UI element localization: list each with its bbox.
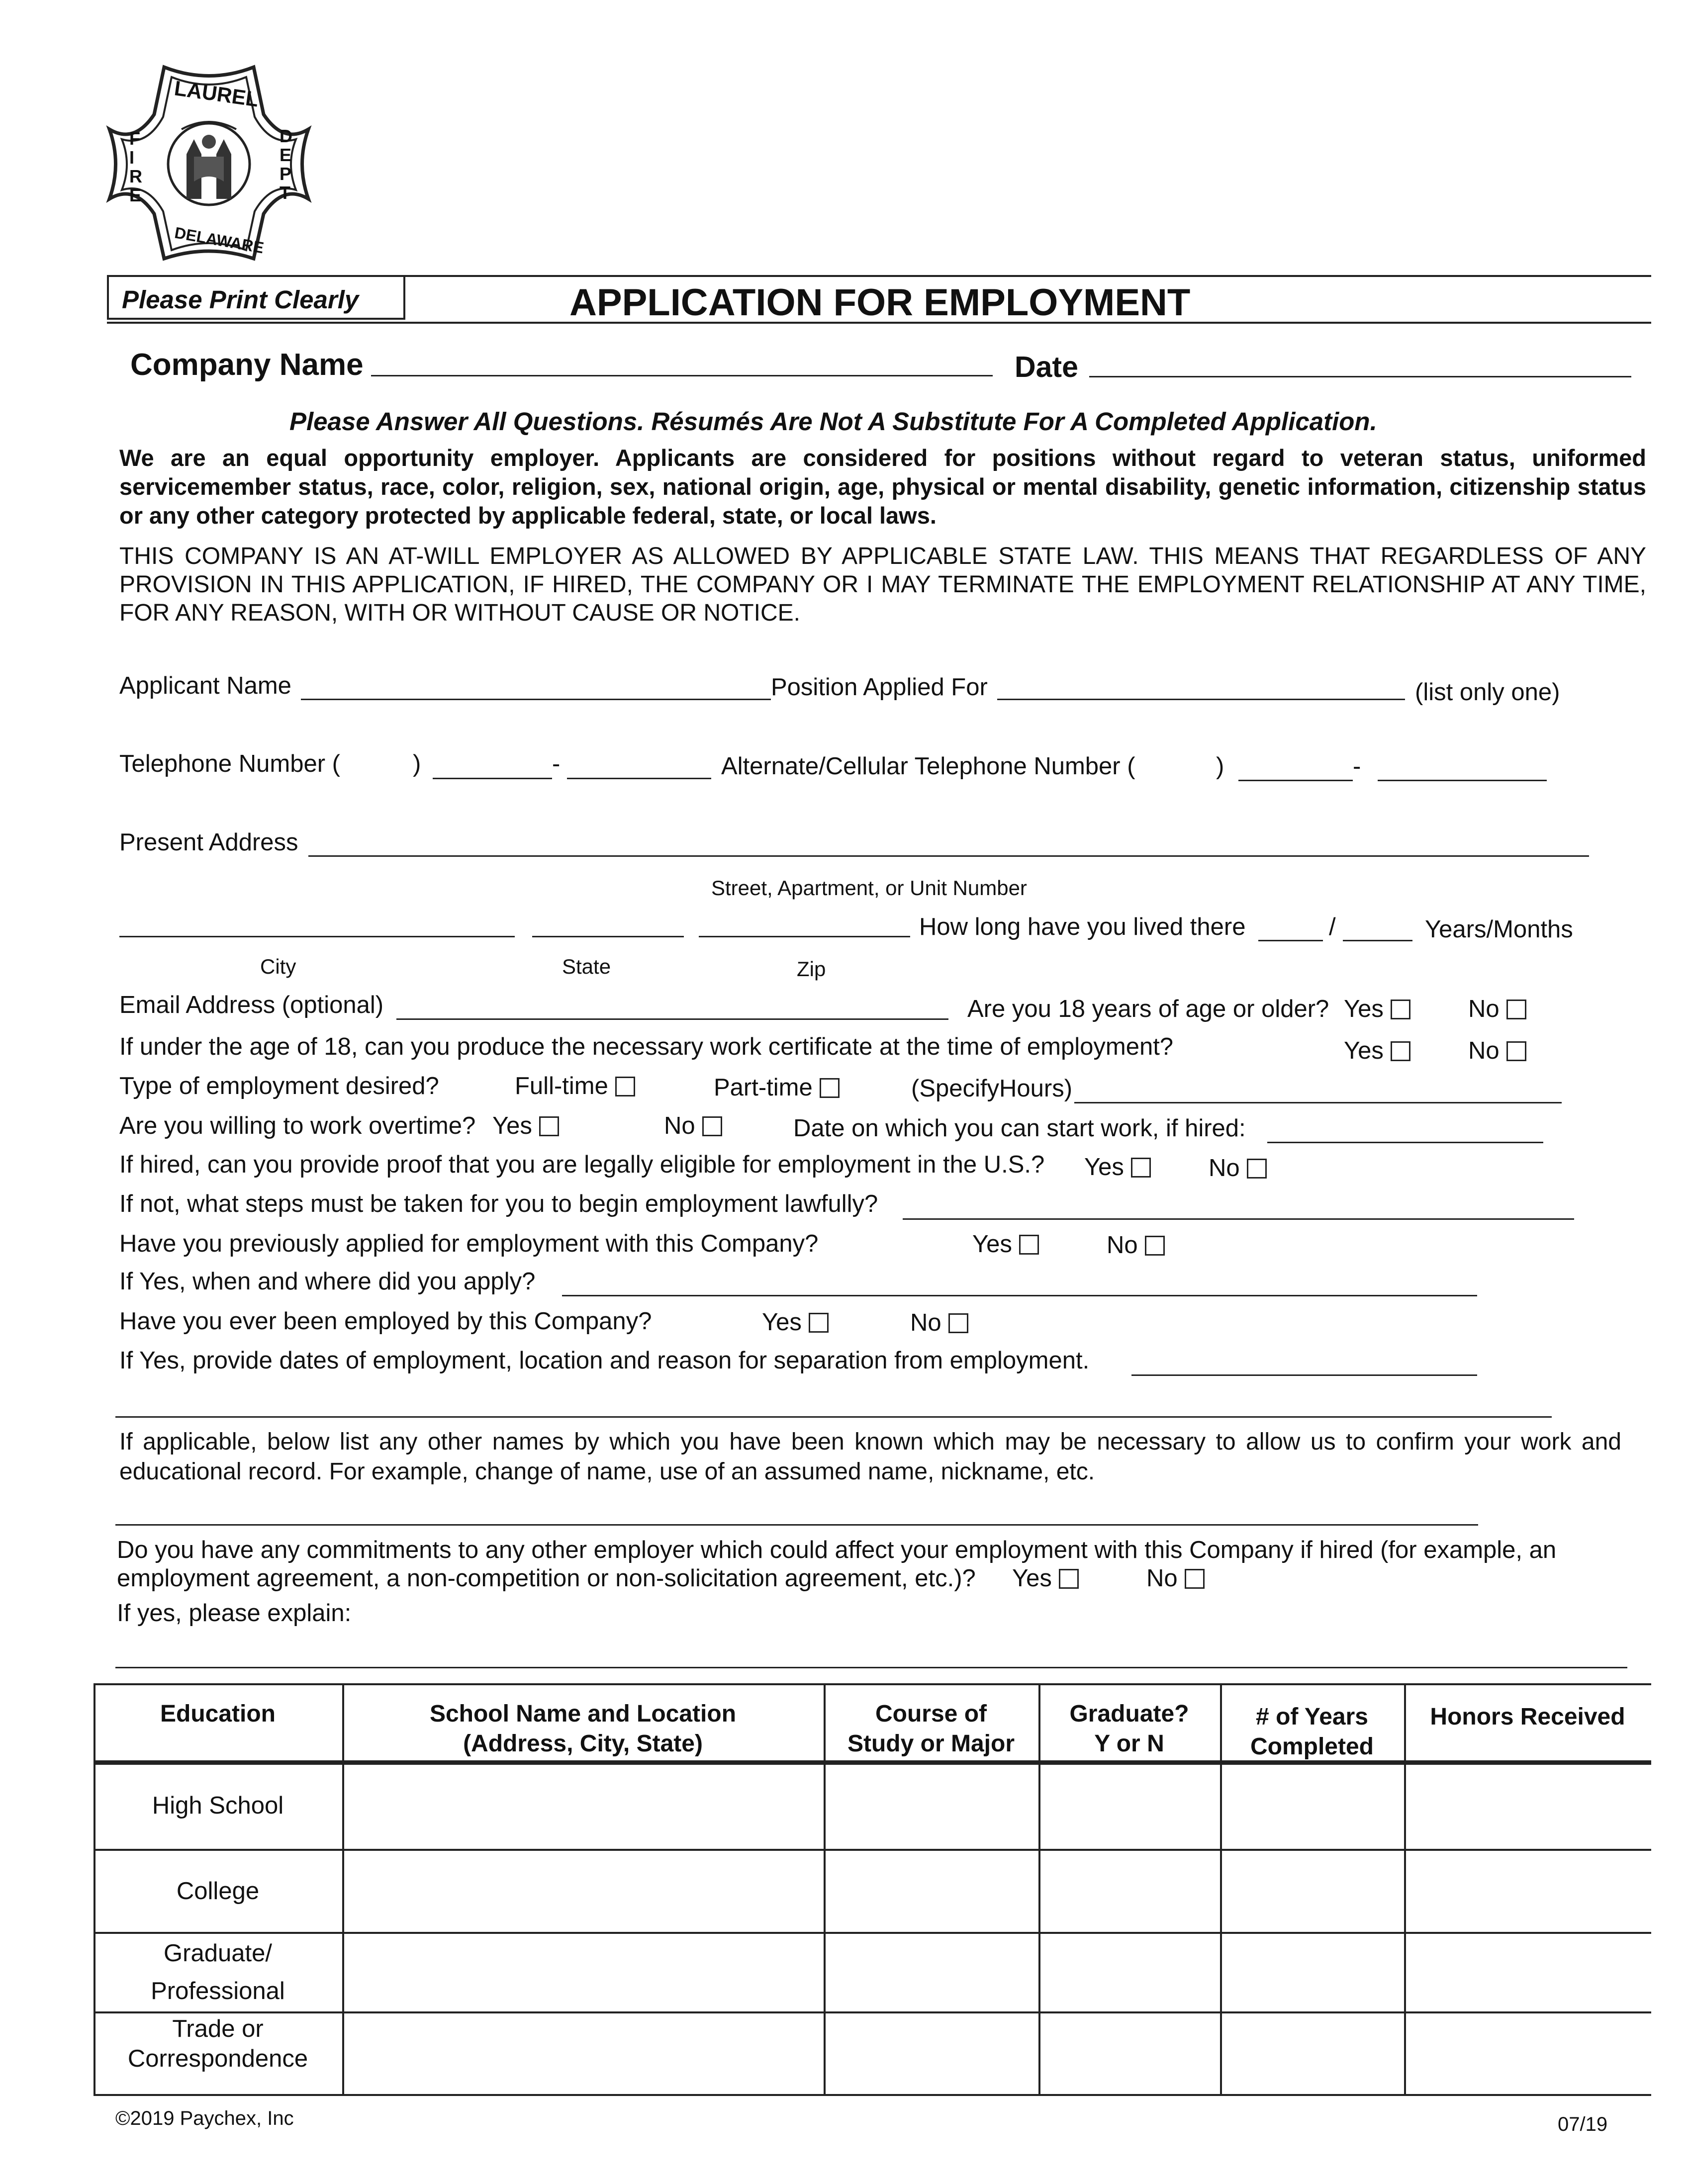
- commitments-question-line2: employment agreement, a non-competition or non-solicitation agreement, etc.)?: [117, 1565, 976, 1592]
- alt-phone-prefix-field[interactable]: [1238, 780, 1353, 781]
- previously-applied-yes-option[interactable]: Yes: [972, 1232, 1039, 1257]
- instruction-text: Please Answer All Questions. Résumés Are Not A Substitute For A Completed Application.: [289, 407, 1377, 436]
- alt-phone-dash: -: [1353, 753, 1361, 780]
- employed-no-checkbox[interactable]: [948, 1313, 968, 1333]
- row-label-college: College: [176, 1878, 260, 1905]
- other-names-text: If applicable, below list any other names by which you have been known which may be necessary to allow us to confirm your work and educational record. For example, change of name, use of an assumed name, nickname, etc.: [119, 1429, 1621, 1485]
- alt-phone-label: Alternate/Cellular Telephone Number (: [721, 753, 1135, 780]
- overtime-question: Are you willing to work overtime?: [119, 1112, 476, 1139]
- table-bottom-border: [94, 2094, 1651, 2096]
- steps-field[interactable]: [903, 1218, 1574, 1220]
- table-cell[interactable]: [826, 1934, 1036, 2009]
- table-header-border: [94, 1760, 1651, 1765]
- table-cell[interactable]: [1222, 1851, 1402, 1930]
- header-years-completed: # of Years Completed: [1250, 1704, 1374, 1760]
- age-yes-checkbox[interactable]: [1391, 1000, 1410, 1019]
- previously-applied-no-checkbox[interactable]: [1145, 1236, 1165, 1256]
- company-name-label: Company Name: [130, 348, 364, 382]
- state-caption: State: [562, 955, 611, 978]
- when-where-field[interactable]: [562, 1295, 1477, 1296]
- table-cell[interactable]: [826, 1851, 1036, 1930]
- previously-applied-yes-checkbox[interactable]: [1019, 1235, 1039, 1255]
- table-cell[interactable]: [1040, 1765, 1218, 1847]
- email-label: Email Address (optional): [119, 992, 384, 1018]
- logo-bottom-text: DELAWARE: [173, 223, 266, 257]
- how-long-label: How long have you lived there: [919, 913, 1246, 940]
- table-top-border: [94, 1683, 1651, 1685]
- date-label: Date: [1015, 351, 1078, 383]
- education-table: [94, 1683, 1651, 2096]
- part-time-checkbox[interactable]: [820, 1078, 840, 1098]
- specify-hours-field[interactable]: [1074, 1102, 1562, 1103]
- state-field[interactable]: [532, 936, 684, 937]
- overtime-no-checkbox[interactable]: [702, 1116, 722, 1136]
- employment-type-question: Type of employment desired?: [119, 1073, 439, 1099]
- alt-phone-paren: ): [1216, 753, 1224, 780]
- position-label: Position Applied For: [771, 674, 988, 701]
- table-cell[interactable]: [1406, 1765, 1650, 1847]
- street-address-field[interactable]: [308, 855, 1589, 857]
- telephone-paren: ): [413, 750, 421, 777]
- header-school-name: School Name and Location (Address, City, State): [429, 1701, 737, 1757]
- table-cell[interactable]: [826, 2013, 1036, 2092]
- table-cell[interactable]: [344, 1934, 822, 2009]
- row-label-graduate-professional: Graduate/ Professional: [151, 1940, 285, 2004]
- commitments-no-checkbox[interactable]: [1185, 1569, 1205, 1589]
- position-field[interactable]: [997, 699, 1405, 700]
- when-where-question: If Yes, when and where did you apply?: [119, 1268, 536, 1295]
- table-cell[interactable]: [344, 2013, 822, 2092]
- other-names-field[interactable]: [115, 1524, 1478, 1526]
- eligibility-yes-option[interactable]: Yes: [1084, 1155, 1151, 1180]
- table-cell[interactable]: [1222, 1765, 1402, 1847]
- overtime-no-option[interactable]: No: [664, 1114, 722, 1138]
- commitments-yes-checkbox[interactable]: [1059, 1569, 1079, 1589]
- full-time-checkbox[interactable]: [615, 1077, 635, 1096]
- previously-applied-no-option[interactable]: No: [1107, 1233, 1165, 1258]
- telephone-label: Telephone Number (: [119, 750, 340, 777]
- eligibility-question: If hired, can you provide proof that you are legally eligible for employment in the U.S.?: [119, 1151, 1045, 1178]
- table-cell[interactable]: [1040, 1934, 1218, 2009]
- telephone-line-field[interactable]: [567, 778, 711, 779]
- start-date-question: Date on which you can start work, if hired:: [793, 1115, 1246, 1142]
- row-label-high-school: High School: [152, 1792, 284, 1819]
- row-label-trade: Trade or Correspondence: [127, 2015, 308, 2072]
- age-no-option[interactable]: No: [1468, 997, 1526, 1021]
- employed-no-option[interactable]: No: [910, 1311, 968, 1335]
- city-field[interactable]: [119, 936, 515, 937]
- table-cell[interactable]: [1222, 1934, 1402, 2009]
- eligibility-no-checkbox[interactable]: [1247, 1159, 1267, 1179]
- table-cell[interactable]: [1222, 2013, 1402, 2092]
- city-caption: City: [260, 955, 296, 978]
- under18-no-option[interactable]: No: [1468, 1039, 1526, 1063]
- print-note: Please Print Clearly: [122, 285, 359, 314]
- age-yes-option[interactable]: Yes: [1344, 997, 1410, 1021]
- logo-left-text: F I R E: [129, 128, 142, 205]
- eeo-statement: We are an equal opportunity employer. Applicants are considered for positions without regard to veteran status, uniformed servicemember status, race, color, religion, sex, national origin, age, physical or mental disability, genetic information, citizenship status or any other category protected by applicable federal, state, or local laws.: [119, 445, 1646, 529]
- overtime-yes-checkbox[interactable]: [539, 1116, 559, 1136]
- under18-yes-option[interactable]: Yes: [1344, 1039, 1410, 1063]
- dates-question: If Yes, provide dates of employment, location and reason for separation from employment.: [119, 1347, 1090, 1374]
- zip-caption: Zip: [797, 957, 826, 981]
- years-months-slash: /: [1329, 913, 1336, 940]
- email-field[interactable]: [396, 1018, 948, 1020]
- street-caption: Street, Apartment, or Unit Number: [711, 876, 1027, 900]
- dates-field-continued[interactable]: [115, 1416, 1552, 1418]
- years-field[interactable]: [1258, 940, 1323, 941]
- employed-yes-checkbox[interactable]: [809, 1313, 829, 1333]
- age-question: Are you 18 years of age or older?: [967, 996, 1329, 1022]
- full-time-option[interactable]: Full-time: [515, 1074, 635, 1098]
- header-honors-received: Honors Received: [1430, 1704, 1625, 1730]
- zip-field[interactable]: [699, 936, 910, 937]
- alt-phone-line-field[interactable]: [1378, 780, 1547, 781]
- page-title: APPLICATION FOR EMPLOYMENT: [569, 281, 1191, 324]
- employed-question: Have you ever been employed by this Company?: [119, 1308, 652, 1335]
- commitments-question-line1: Do you have any commitments to any other employer which could affect your employment with this Company if hired (for example, an: [117, 1537, 1557, 1563]
- date-field[interactable]: [1089, 376, 1631, 377]
- specify-hours-label: (SpecifyHours): [911, 1075, 1073, 1102]
- years-months-label: Years/Months: [1425, 916, 1573, 943]
- list-only-one-note: (list only one): [1415, 679, 1560, 706]
- table-cell[interactable]: [1040, 1851, 1218, 1930]
- company-name-field[interactable]: [371, 375, 993, 376]
- dates-field[interactable]: [1131, 1374, 1477, 1376]
- under18-no-checkbox[interactable]: [1506, 1041, 1526, 1061]
- applicant-name-label: Applicant Name: [119, 672, 291, 699]
- table-cell[interactable]: [1406, 1934, 1650, 2009]
- logo-top-text: LAUREL: [173, 76, 260, 111]
- present-address-label: Present Address: [119, 829, 298, 856]
- under18-yes-checkbox[interactable]: [1391, 1041, 1410, 1061]
- table-cell[interactable]: [826, 1765, 1036, 1847]
- previously-applied-question: Have you previously applied for employment with this Company?: [119, 1230, 819, 1257]
- table-cell[interactable]: [344, 1851, 822, 1930]
- commitments-yes-option[interactable]: Yes: [1012, 1566, 1079, 1591]
- eligibility-no-option[interactable]: No: [1209, 1156, 1267, 1181]
- header-education: Education: [160, 1701, 276, 1727]
- header-graduate: Graduate? Y or N: [1069, 1701, 1189, 1757]
- months-field[interactable]: [1343, 940, 1412, 941]
- at-will-statement: THIS COMPANY IS AN AT-WILL EMPLOYER AS ALLOWED BY APPLICABLE STATE LAW. THIS MEANS THAT REGARDLESS OF ANY PROVISION IN THIS APPLICATION, IF HIRED, THE COMPANY OR I MAY TERMINATE THE EMPLOYMENT RELATIONSHIP AT ANY TIME, FOR ANY REASON, WITH OR WITHOUT CAUSE OR NOTICE.: [119, 543, 1646, 626]
- overtime-yes-option[interactable]: Yes: [492, 1114, 559, 1138]
- telephone-dash: -: [552, 750, 561, 777]
- telephone-prefix-field[interactable]: [433, 778, 552, 779]
- applicant-name-field[interactable]: [301, 699, 771, 700]
- employed-yes-option[interactable]: Yes: [762, 1310, 829, 1335]
- logo-right-text: D E P T: [280, 126, 292, 203]
- table-cell[interactable]: [1040, 2013, 1218, 2092]
- table-cell[interactable]: [344, 1765, 822, 1847]
- fire-dept-logo: [99, 55, 318, 273]
- table-cell[interactable]: [1406, 2013, 1650, 2092]
- explain-label: If yes, please explain:: [117, 1600, 352, 1627]
- age-no-checkbox[interactable]: [1506, 1000, 1526, 1019]
- footer-copyright: ©2019 Paychex, Inc: [115, 2107, 294, 2129]
- table-cell[interactable]: [1406, 1851, 1650, 1930]
- part-time-option[interactable]: Part-time: [714, 1076, 840, 1100]
- commitments-no-option[interactable]: No: [1146, 1566, 1205, 1591]
- start-date-field[interactable]: [1267, 1142, 1543, 1143]
- explain-field[interactable]: [115, 1667, 1627, 1668]
- header-course-of-study: Course of Study or Major: [847, 1701, 1015, 1757]
- steps-question: If not, what steps must be taken for you to begin employment lawfully?: [119, 1190, 878, 1217]
- eligibility-yes-checkbox[interactable]: [1131, 1158, 1151, 1178]
- footer-version: 07/19: [1558, 2113, 1608, 2135]
- under18-question: If under the age of 18, can you produce the necessary work certificate at the time of employment?: [119, 1033, 1174, 1060]
